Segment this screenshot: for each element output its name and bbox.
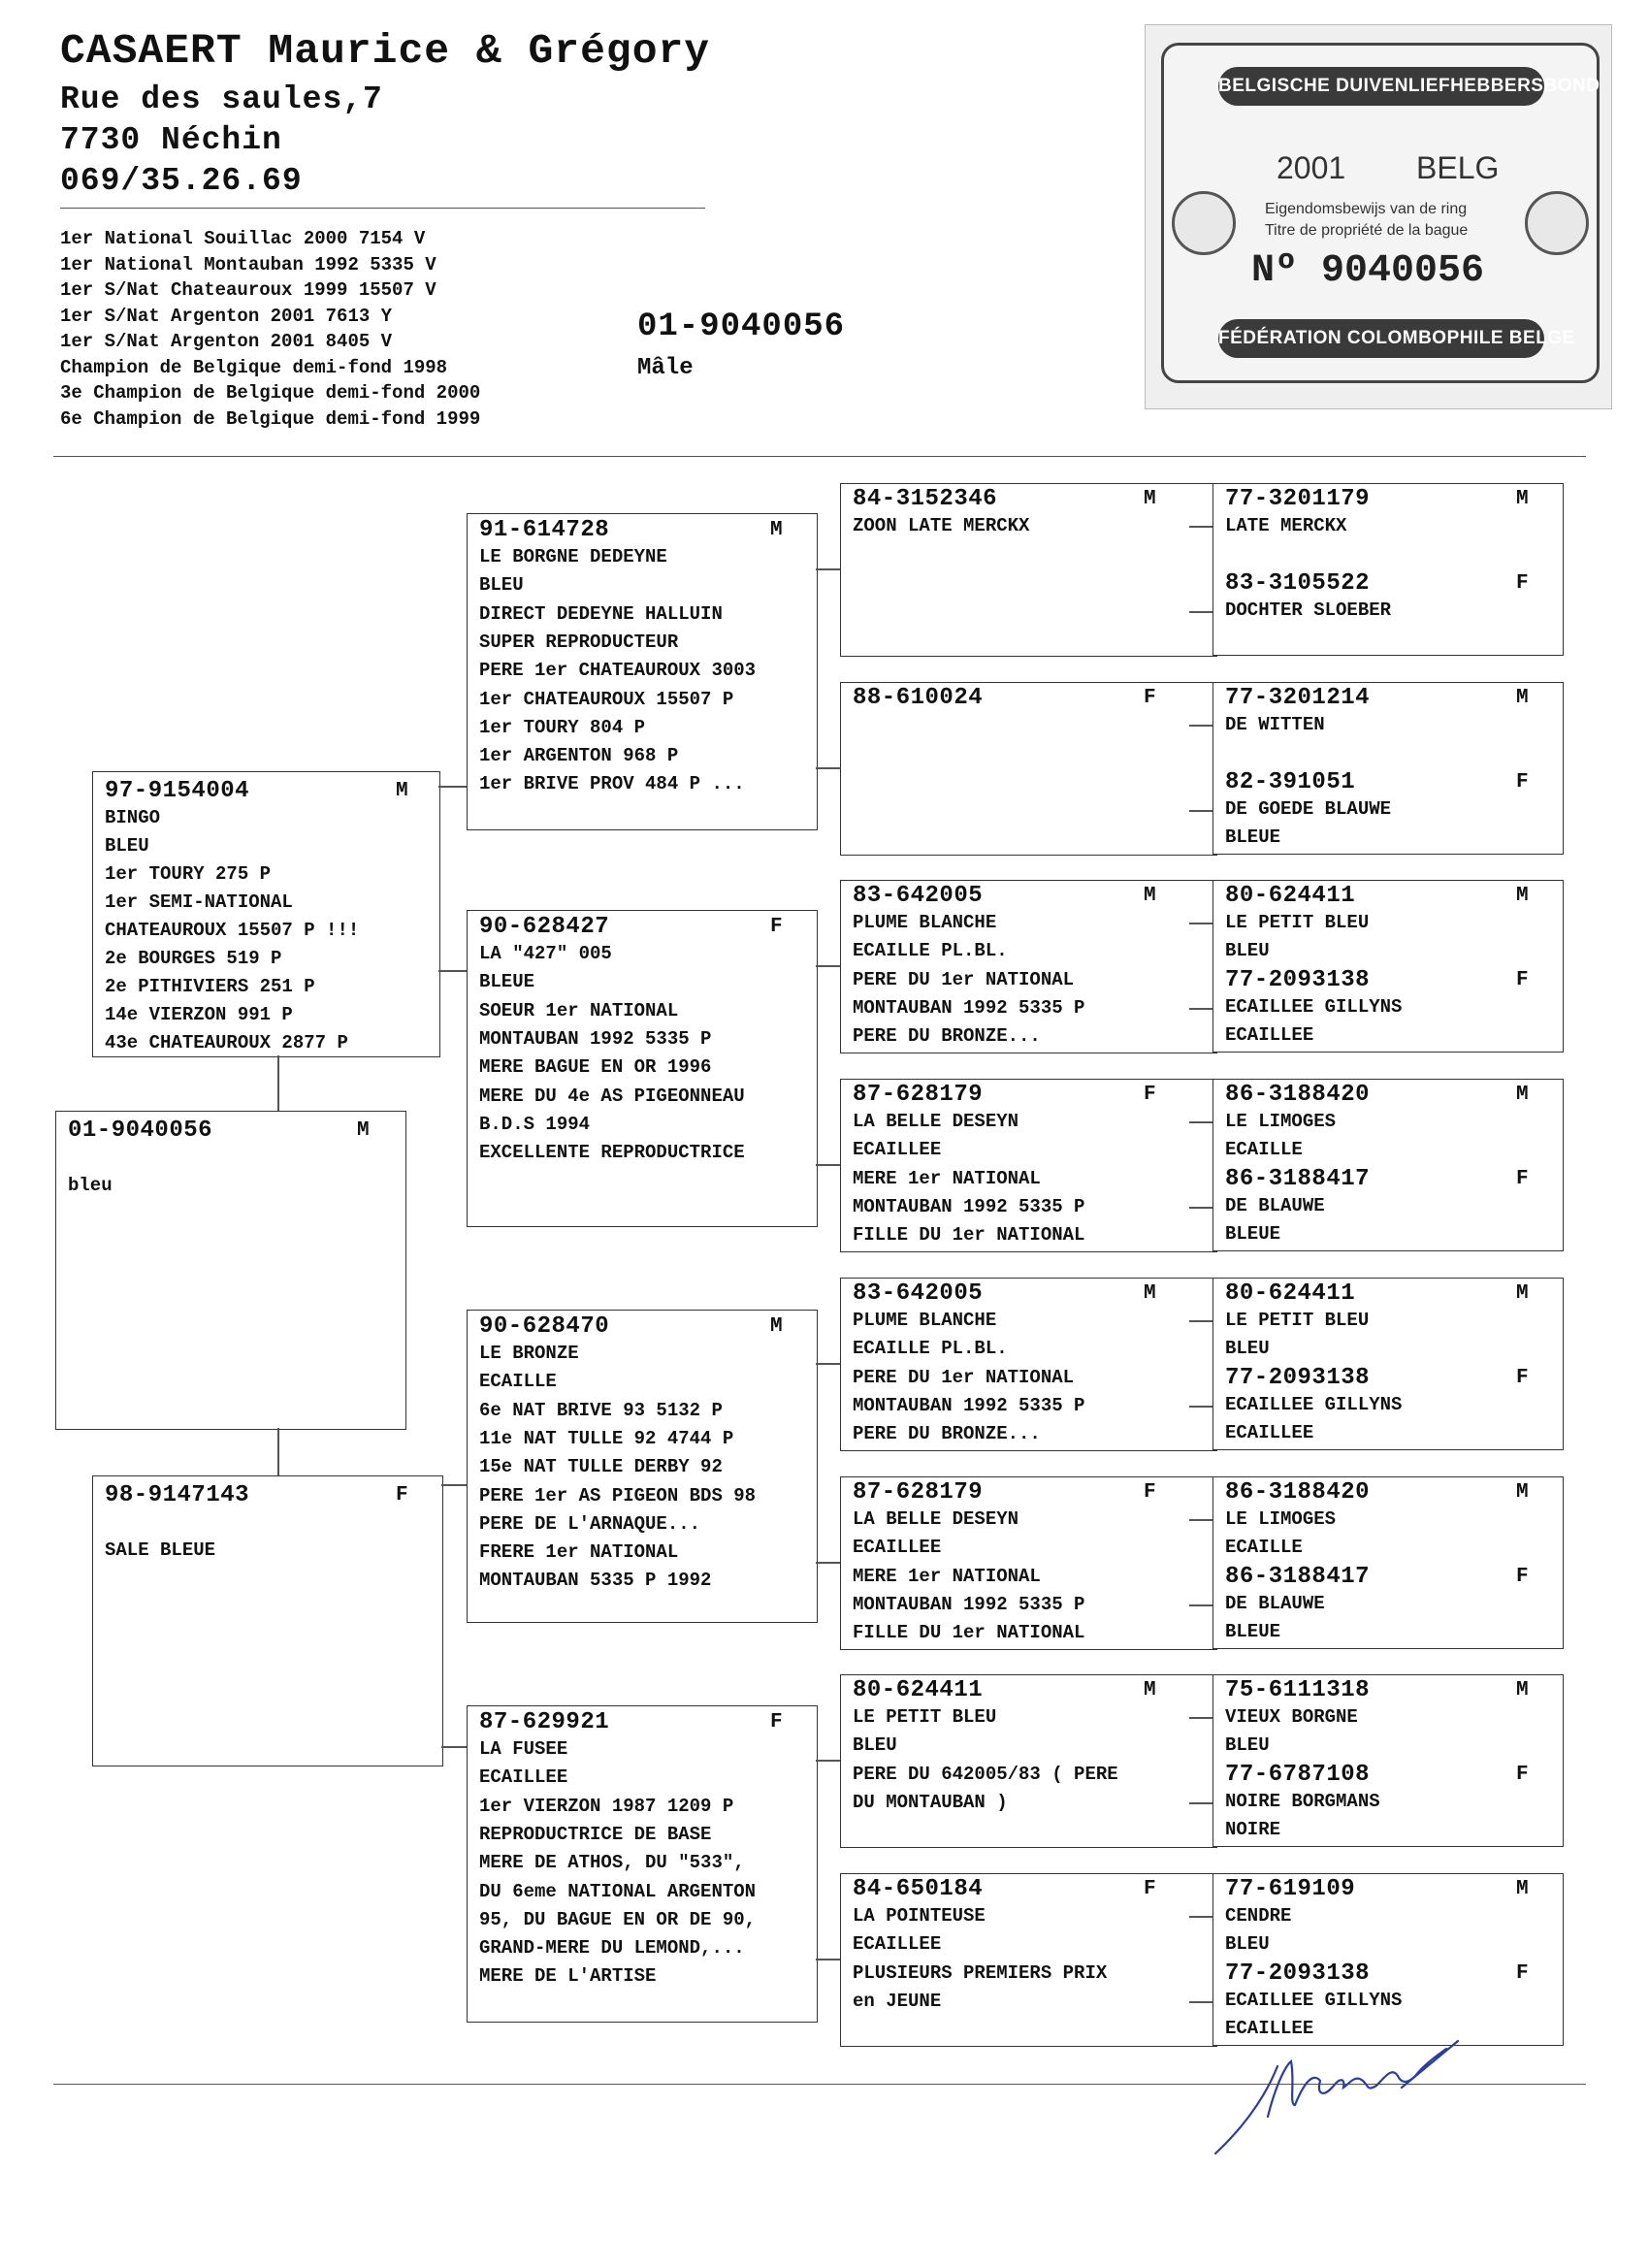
pedigree-detail-line: BINGO — [105, 807, 161, 828]
pedigree-detail-line: ECAILLE — [1225, 1139, 1303, 1161]
owner-phone: 069/35.26.69 — [60, 163, 303, 199]
pedigree-connector — [816, 1760, 840, 1762]
achievement-item: 3e Champion de Belgique demi-fond 2000 — [60, 382, 481, 404]
pedigree-connector — [816, 1562, 840, 1564]
pedigree-ring-number: 87-629921 — [479, 1709, 610, 1735]
pedigree-detail-line: PERE 1er CHATEAUROUX 3003 — [479, 660, 757, 682]
pedigree-detail-line: DU MONTAUBAN ) — [853, 1791, 1008, 1813]
pedigree-ring-number: 91-614728 — [479, 517, 610, 543]
pedigree-connector — [1189, 725, 1212, 727]
pedigree-detail-line: MONTAUBAN 5335 P 1992 — [479, 1570, 712, 1592]
pedigree-ring-number: 83-642005 — [853, 883, 984, 909]
pedigree-sex: M — [1144, 488, 1156, 510]
pedigree-connector — [1189, 923, 1212, 924]
pedigree-detail-line: bleu — [68, 1175, 113, 1196]
pedigree-connector — [816, 965, 840, 967]
pedigree-ring-number: 01-9040056 — [68, 1118, 213, 1144]
pedigree-connector — [1189, 1604, 1212, 1606]
pedigree-ring-number: 84-650184 — [853, 1876, 984, 1902]
pedigree-ring-number: 86-3188417 — [1225, 1564, 1371, 1590]
pedigree-detail-line: 2e BOURGES 519 P — [105, 948, 282, 969]
pedigree-detail-line: PLUME BLANCHE — [853, 1310, 997, 1331]
pedigree-detail-line: 43e CHATEAUROUX 2877 P — [105, 1032, 348, 1053]
pedigree-detail-line: PERE 1er AS PIGEON BDS 98 — [479, 1484, 757, 1507]
pedigree-connector — [816, 767, 840, 769]
pedigree-detail-line: FILLE DU 1er NATIONAL — [853, 1224, 1085, 1247]
pedigree-sex: M — [1516, 885, 1529, 907]
pedigree-card — [1212, 880, 1564, 967]
pedigree-sex: M — [1144, 1679, 1156, 1701]
pedigree-ring-number: 84-3152346 — [853, 486, 998, 512]
pedigree-connector — [1189, 1802, 1212, 1804]
achievement-item: Champion de Belgique demi-fond 1998 — [60, 356, 448, 378]
owner-name: CASAERT Maurice & Grégory — [60, 27, 711, 75]
pedigree-detail-line: BLEU — [853, 1734, 897, 1757]
pedigree-sex: M — [357, 1119, 370, 1142]
pedigree-connector — [816, 1959, 840, 1960]
pedigree-sex: F — [1516, 1764, 1529, 1786]
pedigree-detail-line: BLEUE — [1225, 1223, 1281, 1246]
certificate-top-banner: BELGISCHE DUIVENLIEFHEBBERSBOND — [1218, 67, 1544, 106]
pedigree-ring-number: 86-3188420 — [1225, 1082, 1371, 1108]
pedigree-connector — [1189, 1406, 1212, 1408]
certificate-bottom-banner: FÉDÉRATION COLOMBOPHILE BELGE — [1218, 319, 1544, 358]
pedigree-detail-line: ECAILLEE — [1225, 2018, 1314, 2040]
pedigree-ring-number: 98-9147143 — [105, 1482, 250, 1508]
pedigree-ring-number: 82-391051 — [1225, 769, 1356, 795]
pedigree-connector — [441, 1484, 467, 1486]
pedigree-detail-line: 14e VIERZON 991 P — [105, 1004, 293, 1025]
pedigree-ring-number: 77-2093138 — [1225, 1365, 1371, 1391]
pedigree-detail-line: ECAILLEE GILLYNS — [1225, 996, 1403, 1018]
pedigree-detail-line: BLEU — [105, 835, 149, 857]
pedigree-detail-line: PERE DU 1er NATIONAL — [853, 968, 1075, 990]
pedigree-detail-line: MONTAUBAN 1992 5335 P — [479, 1027, 712, 1050]
pedigree-connector — [438, 786, 467, 788]
pedigree-detail-line: LE PETIT BLEU — [853, 1706, 997, 1728]
pedigree-detail-line: MONTAUBAN 1992 5335 P — [853, 1394, 1085, 1416]
pedigree-detail-line: MERE BAGUE EN OR 1996 — [479, 1056, 712, 1079]
pedigree-sex: F — [1516, 1566, 1529, 1588]
owner-city: 7730 Néchin — [60, 122, 282, 158]
pedigree-connector — [1189, 810, 1212, 812]
pedigree-detail-line: LE BRONZE — [479, 1343, 579, 1364]
pedigree-card — [840, 483, 1217, 657]
pedigree-detail-line: MONTAUBAN 1992 5335 P — [853, 996, 1085, 1019]
pedigree-ring-number: 83-642005 — [853, 1280, 984, 1307]
pedigree-detail-line: 1er BRIVE PROV 484 P ... — [479, 773, 745, 795]
pedigree-card — [92, 771, 440, 1057]
pedigree-detail-line: PLUME BLANCHE — [853, 912, 997, 933]
pedigree-ring-number: 80-624411 — [1225, 1280, 1356, 1307]
pedigree-detail-line: REPRODUCTRICE DE BASE — [479, 1823, 712, 1845]
pedigree-sex: M — [1516, 488, 1529, 510]
pedigree-card — [840, 1873, 1217, 2047]
pedigree-detail-line: PLUSIEURS PREMIERS PRIX — [853, 1961, 1108, 1984]
pedigree-detail-line: 1er TOURY 804 P — [479, 716, 646, 738]
pedigree-ring-number: 77-3201214 — [1225, 685, 1371, 711]
pedigree-detail-line: DE GOEDE BLAUWE — [1225, 798, 1392, 820]
pedigree-sex: F — [1144, 1084, 1156, 1106]
pedigree-card — [467, 1705, 818, 2023]
pedigree-card — [1212, 1363, 1564, 1450]
pedigree-detail-line: PERE DU BRONZE... — [853, 1423, 1041, 1445]
pedigree-detail-line: 1er VIERZON 1987 1209 P — [479, 1795, 734, 1817]
pedigree-detail-line: 15e NAT TULLE DERBY 92 — [479, 1456, 723, 1478]
pedigree-detail-line: LE LIMOGES — [1225, 1508, 1337, 1530]
pedigree-detail-line: LE BORGNE DEDEYNE — [479, 546, 667, 567]
pedigree-sex: F — [770, 916, 783, 938]
left-medallion-icon — [1172, 191, 1236, 255]
pedigree-connector — [1189, 1207, 1212, 1209]
pedigree-connector — [1189, 526, 1212, 528]
pedigree-connector — [1189, 1320, 1212, 1322]
pedigree-detail-line: MERE DE L'ARTISE — [479, 1965, 657, 1988]
pedigree-detail-line: ECAILLEE GILLYNS — [1225, 1394, 1403, 1415]
pedigree-sex: F — [1144, 687, 1156, 709]
subject-ring-number: 01-9040056 — [637, 308, 846, 345]
pedigree-detail-line: LA "427" 005 — [479, 943, 612, 964]
pedigree-card — [467, 1310, 818, 1623]
pedigree-detail-line: 2e PITHIVIERS 251 P — [105, 976, 315, 997]
pedigree-connector — [1189, 2001, 1212, 2003]
pedigree-detail-line: SOEUR 1er NATIONAL — [479, 999, 679, 1021]
pedigree-detail-line: 6e NAT BRIVE 93 5132 P — [479, 1399, 723, 1421]
pedigree-sex: F — [1516, 771, 1529, 794]
pedigree-detail-line: DE WITTEN — [1225, 714, 1325, 735]
pedigree-sex: M — [396, 780, 408, 802]
pedigree-detail-line: EXCELLENTE REPRODUCTRICE — [479, 1142, 745, 1164]
pedigree-connector — [816, 1164, 840, 1166]
pedigree-card — [1212, 682, 1564, 769]
pedigree-ring-number: 90-628470 — [479, 1313, 610, 1340]
pedigree-detail-line: BLEUE — [479, 971, 535, 993]
pedigree-detail-line: ECAILLEE — [479, 1766, 568, 1789]
pedigree-detail-line: FRERE 1er NATIONAL — [479, 1541, 679, 1564]
achievement-item: 1er S/Nat Chateauroux 1999 15507 V — [60, 279, 436, 301]
pedigree-detail-line: 11e NAT TULLE 92 4744 P — [479, 1427, 734, 1449]
pedigree-detail-line: GRAND-MERE DU LEMOND,... — [479, 1937, 745, 1960]
pedigree-detail-line: MERE 1er NATIONAL — [853, 1167, 1041, 1189]
pedigree-connector — [277, 1428, 279, 1475]
pedigree-detail-line: LE PETIT BLEU — [1225, 912, 1370, 933]
pedigree-detail-line: PERE DE L'ARNAQUE... — [479, 1512, 701, 1535]
pedigree-ring-number: 77-619109 — [1225, 1876, 1356, 1902]
pedigree-detail-line: MERE DE ATHOS, DU "533", — [479, 1852, 745, 1874]
pedigree-detail-line: PERE DU BRONZE... — [853, 1025, 1041, 1048]
pedigree-connector — [1189, 1519, 1212, 1521]
pedigree-card — [1212, 1476, 1564, 1564]
certificate-frame — [1161, 43, 1600, 383]
pedigree-detail-line: ZOON LATE MERCKX — [853, 515, 1030, 536]
pedigree-detail-line: LE LIMOGES — [1225, 1111, 1337, 1132]
pedigree-connector — [1189, 1008, 1212, 1010]
pedigree-detail-line: ECAILLEE — [853, 1933, 942, 1956]
pedigree-detail-line: MONTAUBAN 1992 5335 P — [853, 1195, 1085, 1217]
pedigree-card — [467, 513, 818, 830]
achievement-item: 1er S/Nat Argenton 2001 8405 V — [60, 331, 393, 352]
pedigree-detail-line: PERE DU 642005/83 ( PERE — [853, 1763, 1118, 1785]
pedigree-sex: M — [1516, 687, 1529, 709]
pedigree-ring-number: 77-3201179 — [1225, 486, 1371, 512]
pedigree-connector — [277, 1055, 279, 1111]
pedigree-detail-line: 1er CHATEAUROUX 15507 P — [479, 688, 734, 710]
pedigree-detail-line: DIRECT DEDEYNE HALLUIN — [479, 602, 723, 625]
pedigree-sex: M — [1516, 1282, 1529, 1305]
pedigree-connector — [1189, 1717, 1212, 1719]
top-divider — [53, 456, 1586, 457]
pedigree-detail-line: 1er SEMI-NATIONAL — [105, 891, 293, 913]
pedigree-sex: F — [1516, 1962, 1529, 1985]
pedigree-ring-number: 97-9154004 — [105, 778, 250, 804]
pedigree-sex: F — [1516, 1367, 1529, 1389]
achievement-item: 1er National Souillac 2000 7154 V — [60, 228, 426, 249]
pedigree-connector — [816, 568, 840, 570]
pedigree-detail-line: DE BLAUWE — [1225, 1593, 1325, 1614]
subject-sex: Mâle — [637, 355, 694, 381]
pedigree-detail-line: LE PETIT BLEU — [1225, 1310, 1370, 1331]
pedigree-detail-line: B.D.S 1994 — [479, 1113, 591, 1135]
pedigree-connector — [1189, 1916, 1212, 1918]
pedigree-detail-line: BLEU — [1225, 1933, 1270, 1956]
pedigree-card — [1212, 965, 1564, 1053]
pedigree-detail-line: NOIRE BORGMANS — [1225, 1791, 1380, 1812]
pedigree-detail-line: LA BELLE DESEYN — [853, 1111, 1019, 1132]
pedigree-connector — [441, 1746, 467, 1748]
header-divider — [60, 208, 705, 209]
certificate-line-french: Titre de propriété de la bague — [1265, 222, 1469, 239]
pedigree-detail-line: PERE DU 1er NATIONAL — [853, 1366, 1075, 1388]
achievement-item: 1er S/Nat Argenton 2001 7613 Y — [60, 305, 393, 327]
pedigree-detail-line: LA BELLE DESEYN — [853, 1508, 1019, 1530]
pedigree-card — [55, 1111, 406, 1430]
pedigree-detail-line: LA POINTEUSE — [853, 1905, 986, 1927]
pedigree-detail-line: SALE BLEUE — [105, 1539, 216, 1561]
pedigree-card — [92, 1475, 443, 1766]
pedigree-card — [1212, 1562, 1564, 1649]
pedigree-card — [840, 1278, 1217, 1451]
pedigree-detail-line: 95, DU BAGUE EN OR DE 90, — [479, 1908, 757, 1930]
pedigree-sex: M — [770, 1315, 783, 1338]
certificate-number: Nº 9040056 — [1251, 249, 1485, 293]
pedigree-detail-line: ECAILLEE — [1225, 1024, 1314, 1047]
pedigree-ring-number: 80-624411 — [853, 1677, 984, 1703]
pedigree-card — [840, 682, 1217, 856]
pedigree-detail-line: ECAILLE — [1225, 1537, 1303, 1559]
pedigree-detail-line: MERE DU 4e AS PIGEONNEAU — [479, 1085, 745, 1107]
pedigree-ring-number: 88-610024 — [853, 685, 984, 711]
certificate-year: 2001 — [1277, 150, 1346, 185]
pedigree-detail-line: VIEUX BORGNE — [1225, 1706, 1358, 1728]
pedigree-detail-line: BLEU — [1225, 940, 1270, 962]
pedigree-sex: F — [1516, 572, 1529, 595]
pedigree-detail-line: LA FUSEE — [479, 1738, 568, 1760]
pedigree-detail-line: BLEU — [479, 574, 524, 597]
pedigree-card — [840, 1476, 1217, 1650]
achievement-item: 6e Champion de Belgique demi-fond 1999 — [60, 407, 481, 430]
pedigree-detail-line: ECAILLEE — [853, 1537, 942, 1559]
pedigree-ring-number: 83-3105522 — [1225, 570, 1371, 597]
pedigree-detail-line: BLEUE — [1225, 1621, 1281, 1643]
pedigree-sex: F — [396, 1484, 408, 1507]
pedigree-sex: M — [1516, 1481, 1529, 1504]
pedigree-card — [1212, 1079, 1564, 1166]
pedigree-ring-number: 86-3188420 — [1225, 1479, 1371, 1506]
pedigree-detail-line: DOCHTER SLOEBER — [1225, 599, 1392, 621]
pedigree-sex: F — [770, 1711, 783, 1733]
pedigree-detail-line: FILLE DU 1er NATIONAL — [853, 1622, 1085, 1644]
pedigree-detail-line: ECAILLEE — [853, 1139, 942, 1161]
pedigree-detail-line: BLEU — [1225, 1734, 1270, 1757]
pedigree-detail-line: MERE 1er NATIONAL — [853, 1565, 1041, 1587]
pedigree-sex: M — [1516, 1878, 1529, 1900]
pedigree-detail-line: DE BLAUWE — [1225, 1195, 1325, 1216]
pedigree-connector — [1189, 1121, 1212, 1123]
pedigree-connector — [816, 1363, 840, 1365]
pedigree-ring-number: 86-3188417 — [1225, 1166, 1371, 1192]
pedigree-detail-line: CHATEAUROUX 15507 P !!! — [105, 920, 360, 941]
pedigree-detail-line: BLEU — [1225, 1338, 1270, 1360]
pedigree-card — [840, 880, 1217, 1053]
pedigree-detail-line: DU 6eme NATIONAL ARGENTON — [479, 1880, 757, 1902]
pedigree-detail-line: CENDRE — [1225, 1905, 1292, 1927]
pedigree-detail-line: NOIRE — [1225, 1819, 1281, 1841]
pedigree-card — [840, 1674, 1217, 1848]
pedigree-connector — [1189, 611, 1212, 613]
pedigree-detail-line: LATE MERCKX — [1225, 515, 1347, 536]
pedigree-ring-number: 77-2093138 — [1225, 967, 1371, 993]
certificate-line-dutch: Eigendomsbewijs van de ring — [1265, 201, 1468, 217]
pedigree-detail-line: ECAILLEE GILLYNS — [1225, 1990, 1403, 2011]
pedigree-detail-line: ECAILLEE — [1225, 1422, 1314, 1444]
pedigree-detail-line: 1er ARGENTON 968 P — [479, 745, 679, 767]
pedigree-ring-number: 87-628179 — [853, 1082, 984, 1108]
pedigree-card — [1212, 1760, 1564, 1847]
owner-address: Rue des saules,7 — [60, 81, 383, 117]
pedigree-ring-number: 90-628427 — [479, 914, 610, 940]
pedigree-card — [1212, 1674, 1564, 1762]
pedigree-detail-line: ECAILLE PL.BL. — [853, 940, 1008, 962]
pedigree-card — [1212, 767, 1564, 855]
pedigree-detail-line: en JEUNE — [853, 1990, 942, 2012]
pedigree-sex: M — [1516, 1084, 1529, 1106]
pedigree-card — [840, 1079, 1217, 1252]
pedigree-card — [467, 910, 818, 1227]
pedigree-detail-line: ECAILLE PL.BL. — [853, 1338, 1008, 1360]
pedigree-sex: M — [1144, 1282, 1156, 1305]
pedigree-sex: F — [1516, 969, 1529, 991]
pedigree-detail-line: SUPER REPRODUCTEUR — [479, 631, 679, 653]
pedigree-card — [1212, 1278, 1564, 1365]
pedigree-ring-number: 87-628179 — [853, 1479, 984, 1506]
signature-graphic — [1208, 2027, 1470, 2163]
pedigree-sex: F — [1144, 1481, 1156, 1504]
pedigree-detail-line: ECAILLE — [479, 1371, 557, 1393]
pedigree-detail-line: 1er TOURY 275 P — [105, 863, 272, 885]
pedigree-detail-line: MONTAUBAN 1992 5335 P — [853, 1593, 1085, 1615]
pedigree-sex: F — [1516, 1168, 1529, 1190]
pedigree-card — [1212, 483, 1564, 570]
pedigree-sex: M — [770, 519, 783, 541]
pedigree-ring-number: 75-6111318 — [1225, 1677, 1371, 1703]
pedigree-card — [1212, 568, 1564, 656]
pedigree-ring-number: 80-624411 — [1225, 883, 1356, 909]
pedigree-connector — [438, 970, 467, 972]
pedigree-sex: M — [1516, 1679, 1529, 1701]
pedigree-sex: M — [1144, 885, 1156, 907]
crown-medallion-icon — [1525, 191, 1589, 255]
achievement-item: 1er National Montauban 1992 5335 V — [60, 253, 436, 275]
pedigree-ring-number: 77-2093138 — [1225, 1960, 1371, 1987]
ring-certificate — [1145, 24, 1612, 409]
pedigree-ring-number: 77-6787108 — [1225, 1762, 1371, 1788]
certificate-country: BELG — [1416, 150, 1500, 185]
pedigree-card — [1212, 1873, 1564, 1960]
pedigree-card — [1212, 1164, 1564, 1251]
pedigree-detail-line: BLEUE — [1225, 826, 1281, 849]
pedigree-sex: F — [1144, 1878, 1156, 1900]
